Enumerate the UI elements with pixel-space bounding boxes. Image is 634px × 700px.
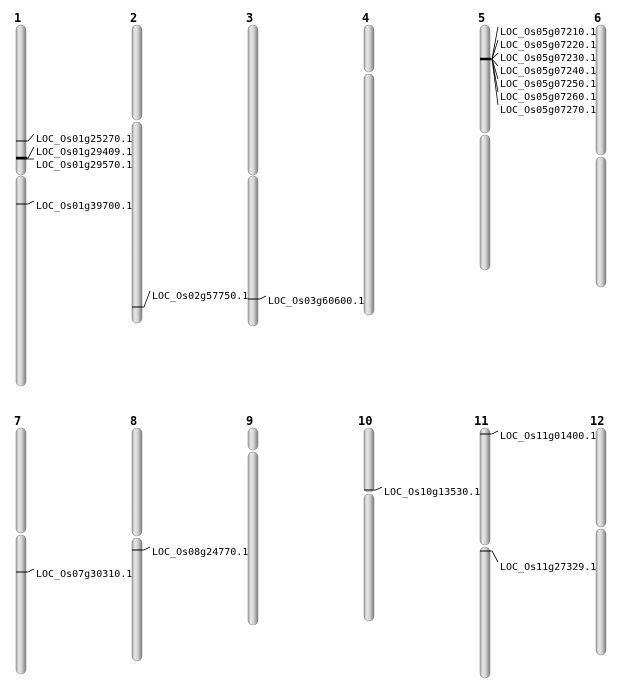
chromosome-arm (596, 529, 606, 655)
gene-label: LOC_Os07g30310.1 (36, 569, 133, 580)
chromosome-arm (16, 535, 26, 674)
gene-label: LOC_Os10g13530.1 (384, 487, 481, 498)
gene-label: LOC_Os01g25270.1 (36, 134, 133, 145)
chromosome-arm (16, 428, 26, 533)
chromosome-arm (364, 74, 374, 315)
gene-label: LOC_Os05g07250.1 (500, 79, 597, 90)
chromosome-arm (248, 176, 258, 326)
gene-label: LOC_Os05g07260.1 (500, 92, 597, 103)
chromosome-arm (132, 538, 142, 661)
chromosome-arm (16, 176, 26, 386)
chromosome-arm (132, 428, 142, 536)
gene-connector (258, 296, 266, 299)
chromosome-7 (14, 414, 132, 674)
chromosome-label: 1 (14, 11, 22, 25)
chromosome-arm (480, 547, 490, 678)
chromosome-label: 4 (362, 11, 370, 25)
chromosome-label: 10 (358, 414, 373, 428)
chromosome-3 (246, 11, 364, 326)
gene-label: LOC_Os05g07220.1 (500, 40, 597, 51)
gene-label: LOC_Os05g07240.1 (500, 66, 597, 77)
chromosome-arm (16, 25, 26, 175)
chromosome-1 (14, 11, 132, 386)
gene-label: LOC_Os03g60600.1 (268, 296, 365, 307)
chromosome-arm (364, 25, 374, 72)
gene-connector (26, 134, 34, 141)
chromosome-arm (480, 428, 490, 545)
chromosome-arm (480, 135, 490, 270)
chromosome-arm (364, 494, 374, 621)
gene-connector (490, 551, 498, 562)
chromosome-10 (358, 414, 480, 621)
chromosome-label: 12 (590, 414, 605, 428)
chromosome-label: 7 (14, 414, 22, 428)
chromosome-arm (132, 25, 142, 120)
gene-connector (26, 569, 34, 572)
chromosome-5 (478, 11, 596, 270)
gene-connector (142, 291, 150, 307)
chromosome-9 (246, 414, 258, 625)
gene-label: LOC_Os01g29570.1 (36, 160, 133, 171)
chromosome-arm (596, 428, 606, 527)
chromosome-4 (362, 11, 374, 315)
gene-label: LOC_Os05g07230.1 (500, 53, 597, 64)
gene-connector (374, 487, 382, 490)
gene-label: LOC_Os08g24770.1 (152, 547, 249, 558)
gene-label: LOC_Os05g07210.1 (500, 27, 597, 38)
chromosome-arm (248, 25, 258, 175)
chromosome-label: 8 (130, 414, 138, 428)
chromosome-11 (474, 414, 596, 678)
chromosome-arm (596, 25, 606, 155)
gene-label: LOC_Os01g39700.1 (36, 201, 133, 212)
chromosome-arm (480, 25, 490, 133)
gene-label: LOC_Os05g07270.1 (500, 105, 597, 116)
chromosome-label: 2 (130, 11, 138, 25)
gene-label: LOC_Os11g27329.1 (500, 562, 597, 573)
gene-connector (26, 201, 34, 204)
gene-connector (26, 147, 34, 158)
chromosome-label: 3 (246, 11, 254, 25)
chromosome-arm (364, 428, 374, 492)
chromosome-arm (248, 428, 258, 450)
gene-label: LOC_Os01g29409.1 (36, 147, 133, 158)
chromosome-label: 11 (474, 414, 489, 428)
chromosome-label: 6 (594, 11, 602, 25)
gene-connector (142, 547, 150, 550)
chromosome-label: 5 (478, 11, 486, 25)
chromosome-arm (596, 157, 606, 287)
chromosome-arm (248, 452, 258, 625)
chromosome-2 (130, 11, 248, 323)
gene-connector (490, 431, 498, 434)
chromosome-8 (130, 414, 248, 661)
gene-label: LOC_Os11g01400.1 (500, 431, 597, 442)
chromosome-6 (594, 11, 606, 287)
chromosome-arm (132, 122, 142, 323)
chromosome-label: 9 (246, 414, 254, 428)
chromosome-12 (590, 414, 606, 655)
gene-label: LOC_Os02g57750.1 (152, 291, 249, 302)
